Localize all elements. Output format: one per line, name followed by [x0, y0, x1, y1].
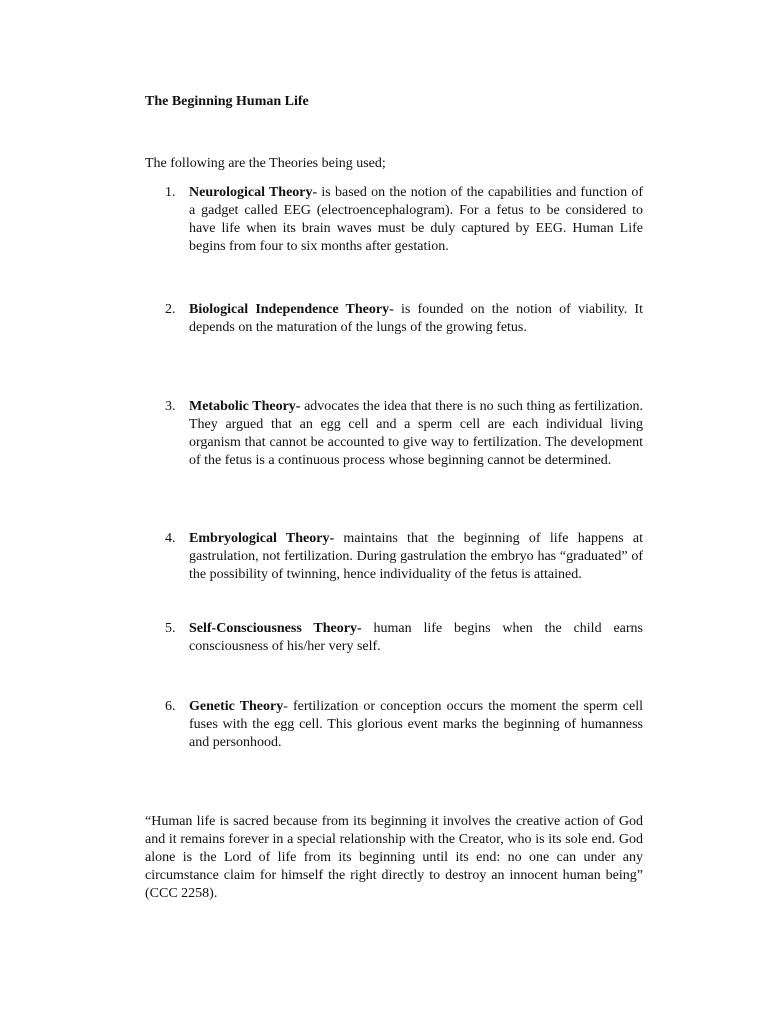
list-item-biological-independence-theory [165, 301, 643, 337]
intro-text: The following are the Theories being used; [145, 156, 386, 171]
list-item-body [189, 530, 643, 584]
list-item-body [189, 620, 643, 656]
list-number: 5. [165, 621, 176, 636]
theory-term: Genetic Theory [189, 699, 284, 714]
list-item-body [189, 398, 643, 470]
list-item-neurological-theory [165, 184, 643, 256]
theory-description: is founded on the notion of viability. It depends on the maturation of the lungs of the growing fetus. [189, 302, 643, 335]
list-number: 6. [165, 699, 176, 714]
theory-term: Biological Independence Theory- [189, 302, 394, 317]
list-number: 2. [165, 302, 176, 317]
list-item-body [189, 184, 643, 256]
theory-term: Self-Consciousness Theory- [189, 621, 362, 636]
closing-quote: “Human life is sacred because from its beginning it involves the creative action of God and it remains forever in a special relationship with the Creator, who is its sole end. God alone is the Lord of life from its beginning until its end: no one can under any circumstance claim for himself the right directly to destroy an innocent human being” (CCC 2258). [145, 814, 643, 901]
theory-description: maintains that the beginning of life happens at gastrulation, not fertilization. During gastrulation the embryo has “graduated” of the possibility of twinning, hence individuality of the fetus is attained. [189, 531, 644, 582]
theory-term: Embryological Theory- [189, 531, 335, 546]
theory-term: Neurological Theory- [189, 185, 318, 200]
document-title: The Beginning Human Life [145, 94, 309, 109]
list-item-body [189, 698, 643, 752]
theory-description: is based on the notion of the capabilities and function of a gadget called EEG (electroencephalogram). For a fetus to be considered to have life when its brain waves must be duly captured by EEG. Human Life begins from four to six months after gestation. [189, 185, 643, 254]
theory-term: Metabolic Theory- [189, 399, 301, 414]
list-number: 1. [165, 185, 176, 200]
list-number: 3. [165, 399, 176, 414]
list-item-metabolic-theory [165, 398, 643, 470]
theory-description: - fertilization or conception occurs the moment the sperm cell fuses with the egg cell. This glorious event marks the beginning of humanness and personhood. [189, 699, 643, 750]
theory-description: advocates the idea that there is no such thing as fertilization. They argued that an egg cell and a sperm cell are each individual living organism that cannot be accounted to give way to fertilization. The development of the fetus is a continuous process whose beginning cannot be determined. [189, 399, 643, 468]
list-item-self-consciousness-theory [165, 620, 643, 656]
list-number: 4. [165, 531, 176, 546]
list-item-genetic-theory [165, 698, 643, 752]
list-item-body [189, 301, 643, 337]
list-item-embryological-theory [165, 530, 643, 584]
theory-description: human life begins when the child earns consciousness of his/her very self. [189, 621, 643, 654]
